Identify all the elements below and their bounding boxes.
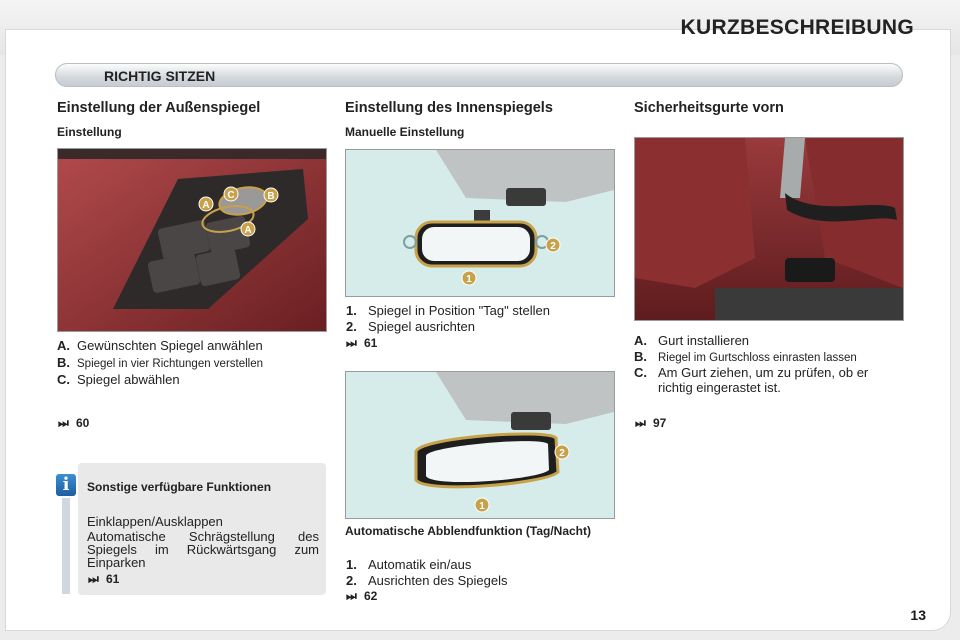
item-text: Gurt installieren (658, 333, 750, 348)
mirror1-callout-1 (462, 271, 476, 285)
col1-item-b (57, 355, 263, 372)
ref-arrow-icon: ⏭ (58, 416, 69, 430)
item-text: Spiegel in Position "Tag" stellen (368, 303, 550, 318)
item-text: Spiegel in vier Richtungen verstellen (77, 358, 264, 370)
col2-heading: Einstellung des Innenspiegels (345, 100, 553, 116)
col2-page-ref-2[interactable] (346, 589, 377, 604)
mirror-auto-illustration (346, 372, 614, 518)
ref-page: 97 (653, 416, 667, 430)
mirror2-callout-2 (555, 445, 569, 459)
callout-c-label: C (227, 190, 235, 201)
item-text: Automatik ein/aus (368, 557, 472, 572)
info-icon: i (56, 474, 76, 496)
callout-a-label: A (202, 200, 210, 211)
item-label: A. (634, 333, 647, 348)
callout-a2-label: A (244, 225, 252, 236)
callout-b (264, 188, 278, 202)
ref-page: 60 (76, 416, 90, 430)
col3-page-ref[interactable] (635, 416, 666, 431)
item-label: B. (57, 355, 70, 370)
callout-1-label: 1 (466, 274, 472, 285)
ref-page: 61 (106, 572, 120, 586)
ref-arrow-icon: ⏭ (635, 416, 646, 430)
callout-1-label: 1 (479, 501, 485, 512)
door-switch-callouts (57, 148, 325, 330)
col2-item-auto-2 (346, 573, 507, 588)
mirror2-callout-1 (475, 498, 489, 512)
item-label: C. (57, 372, 70, 387)
item-text: Spiegel ausrichten (368, 319, 475, 334)
item-text: Am Gurt ziehen, um zu prüfen, ob er richtig eingerastet ist. (658, 365, 869, 395)
info-page-ref[interactable] (88, 572, 119, 587)
mirror1-callout-2 (546, 238, 560, 252)
ref-page: 62 (364, 589, 378, 603)
item-text: Spiegel abwählen (77, 372, 180, 387)
callout-c (224, 187, 238, 201)
col3-heading: Sicherheitsgurte vorn (634, 100, 784, 116)
col1-item-c (57, 372, 180, 387)
col2-item-auto-1 (346, 557, 471, 572)
item-label: 2. (346, 319, 357, 334)
info-title: Sonstige verfügbare Funktionen (87, 480, 272, 494)
item-label: A. (57, 338, 70, 353)
col2-subheading-2: Automatische Abblendfunktion (Tag/Nacht) (345, 524, 591, 538)
col1-page-ref[interactable] (58, 416, 89, 431)
col2-item-2 (346, 319, 475, 334)
col1-item-a (57, 338, 263, 353)
page-title: KURZBESCHREIBUNG (680, 16, 914, 39)
ref-page: 61 (364, 336, 378, 350)
callout-2-label: 2 (559, 448, 565, 459)
item-label: B. (634, 349, 647, 364)
col3-item-c (634, 365, 906, 395)
callout-b-label: B (267, 191, 275, 202)
col1-heading: Einstellung der Außenspiegel (57, 100, 261, 116)
ref-arrow-icon: ⏭ (88, 572, 99, 586)
item-label: 1. (346, 303, 357, 318)
ref-arrow-icon: ⏭ (346, 336, 357, 350)
mirror-auto-photo (345, 371, 615, 519)
page-number: 13 (910, 607, 926, 623)
info-strip (62, 498, 70, 594)
mirror-manual-photo (345, 149, 615, 297)
callout-a-bottom (241, 222, 255, 236)
col2-page-ref-1[interactable] (346, 336, 377, 351)
callout-a-top (199, 197, 213, 211)
col1-subheading: Einstellung (57, 125, 122, 139)
item-text: Gewünschten Spiegel anwählen (77, 338, 263, 353)
item-text: Riegel im Gurtschloss einrasten lassen (658, 352, 857, 364)
item-label: 2. (346, 573, 357, 588)
info-p2: Automatische Schrägstellung des Spiegels im Rückwärtsgang zum Einparken (87, 529, 319, 570)
seatbelt-photo (634, 137, 904, 321)
col2-item-1 (346, 303, 550, 318)
mirror-manual-illustration (346, 150, 614, 296)
col3-item-a (634, 333, 749, 348)
callout-2-label: 2 (550, 241, 556, 252)
section-title: RICHTIG SITZEN (104, 68, 216, 84)
item-text: Ausrichten des Spiegels (368, 573, 508, 588)
info-p1: Einklappen/Ausklappen (87, 514, 223, 529)
seatbelt-illustration (635, 138, 903, 320)
item-label: 1. (346, 557, 357, 572)
item-label: C. (634, 365, 647, 380)
col3-item-b (634, 349, 857, 366)
ref-arrow-icon: ⏭ (346, 589, 357, 603)
col2-subheading: Manuelle Einstellung (345, 125, 465, 139)
